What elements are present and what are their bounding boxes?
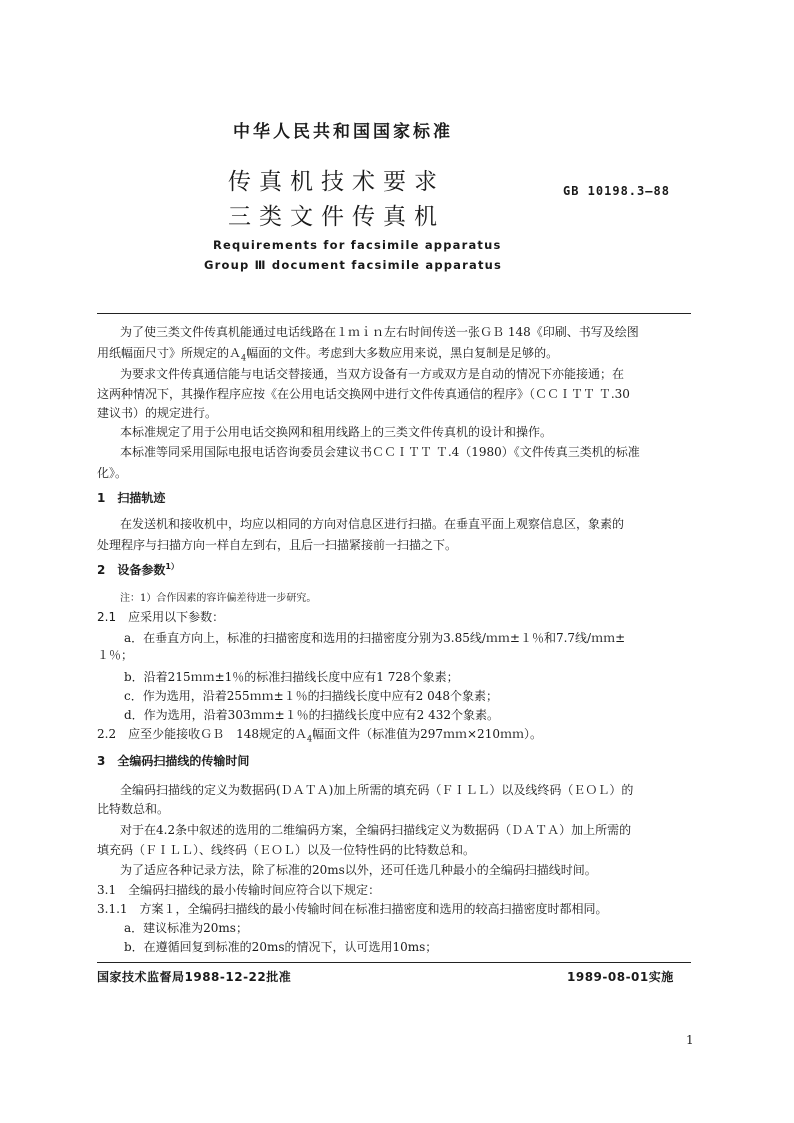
section-3-p3: 为了适应各种记录方法，除了标准的20ms以外，还可任选几种最小的全编码扫描线时间。 xyxy=(120,863,597,877)
footer-divider xyxy=(97,962,691,963)
header-divider xyxy=(97,313,691,314)
section-3-p1-line1: 全编码扫描线的定义为数据码(ＤＡＴＡ)加上所需的填充码（ＦＩＬＬ）以及线终码（ＥＯＬ）的 xyxy=(120,783,634,797)
section-3-1: 3.1 全编码扫描线的最小传输时间应符合以下规定： xyxy=(97,883,381,897)
section-1-heading: 1 扫描轨迹 xyxy=(97,491,166,505)
section-3-1-1: 3.1.1 方案１，全编码扫描线的最小传输时间在标准扫描密度和选用的较高扫描密度时都相同。 xyxy=(97,902,608,916)
intro-p2-line2: 这两种情况下，其操作程序应按《在公用电话交换网中进行文件传真通信的程序》（ＣＣＩＴＴ Ｔ.30 xyxy=(97,387,630,401)
section-3-p2-line1: 对于在4.2条中叙述的选用的二维编码方案，全编码扫描线定义为数据码（ＤＡＴＡ）加上所需的 xyxy=(120,823,632,837)
section-3-heading: 3 全编码扫描线的传输时间 xyxy=(97,754,250,768)
section-3-p2-line2: 填充码（ＦＩＬＬ）、线终码（ＥＯＬ）以及一位特性码的比特数总和。 xyxy=(97,843,476,857)
effective-date: 1989-08-01实施 xyxy=(567,970,674,984)
intro-p4-line1: 本标准等同采用国际电报电话咨询委员会建议书ＣＣＩＴＴ Ｔ.4（1980）《文件传真三类机的标准 xyxy=(120,445,640,459)
english-title-line2: Group Ⅲ document facsimile apparatus xyxy=(204,258,503,272)
standard-type-heading: 中华人民共和国国家标准 xyxy=(233,122,453,142)
section-2-1-item-d: d．作为选用，沿着303ｍｍ±１％的扫描线长度中应有2 432个象素。 xyxy=(124,708,499,722)
intro-p1-line1: 为了使三类文件传真机能通过电话线路在１ｍｉｎ左右时间传送一张ＧＢ 148《印刷、书写及绘图 xyxy=(120,325,639,339)
section-2-heading: 2 设备参数$^{1)}$ xyxy=(97,562,179,577)
approval-statement: 国家技术监督局1988-12-22批准 xyxy=(97,970,292,984)
section-3-1-1-item-a: a．建议标准为20ms； xyxy=(124,921,248,935)
section-3-p1-line2: 比特数总和。 xyxy=(97,802,170,816)
document-title-line2: 三类文件传真机 xyxy=(228,204,445,230)
section-2-1-heading: 2.1 应采用以下参数： xyxy=(97,610,225,624)
section-2-1-item-c: c．作为选用，沿着255ｍｍ±１％的扫描线长度中应有2 048个象素； xyxy=(124,689,499,703)
section-3-1-1-item-b: b．在遵循回复到标准的20ms的情况下，认可选用10ms； xyxy=(124,940,438,954)
intro-p4-line2: 化》。 xyxy=(97,466,128,480)
section-2-1-item-a-line2: １％； xyxy=(97,648,134,662)
section-2-2: 2.2 应至少能接收ＧＢ 148规定的Ａ$_4$幅面文件（标准值为297ｍｍ×210ｍｍ）。 xyxy=(97,727,542,744)
page-number: 1 xyxy=(686,1033,694,1047)
document-title-line1: 传真机技术要求 xyxy=(228,169,445,195)
standard-code: GB 10198.3—88 xyxy=(563,184,670,198)
section-2-note: 注：1）合作因素的容许偏差待进一步研究。 xyxy=(120,593,317,604)
intro-p2-line1: 为要求文件传真通信能与电话交替接通，当双方设备有一方或双方是自动的情况下亦能接通；在 xyxy=(120,367,625,381)
intro-p1-line2: 用纸幅面尺寸》所规定的Ａ$_4$幅面的文件。考虑到大多数应用来说，黑白复制是足够的。 xyxy=(97,346,559,363)
intro-p2-line3: 建议书）的规定进行。 xyxy=(97,406,218,420)
section-2-1-item-a-line1: a．在垂直方向上，标准的扫描密度和选用的扫描密度分别为3.85线/ｍｍ±１％和7.7线/ｍｍ± xyxy=(124,631,626,645)
section-2-1-item-b: b．沿着215ｍｍ±1％的标准扫描线长度中应有1 728个象素； xyxy=(124,670,459,684)
section-1-line2: 处理程序与扫描方向一样自左到右，且后一扫描紧接前一扫描之下。 xyxy=(97,538,458,552)
intro-p3: 本标准规定了用于公用电话交换网和租用线路上的三类文件传真机的设计和操作。 xyxy=(120,425,553,439)
section-1-line1: 在发送机和接收机中，均应以相同的方向对信息区进行扫描。在垂直平面上观察信息区，象素的 xyxy=(120,517,625,531)
english-title-line1: Requirements for facsimile apparatus xyxy=(213,238,502,252)
